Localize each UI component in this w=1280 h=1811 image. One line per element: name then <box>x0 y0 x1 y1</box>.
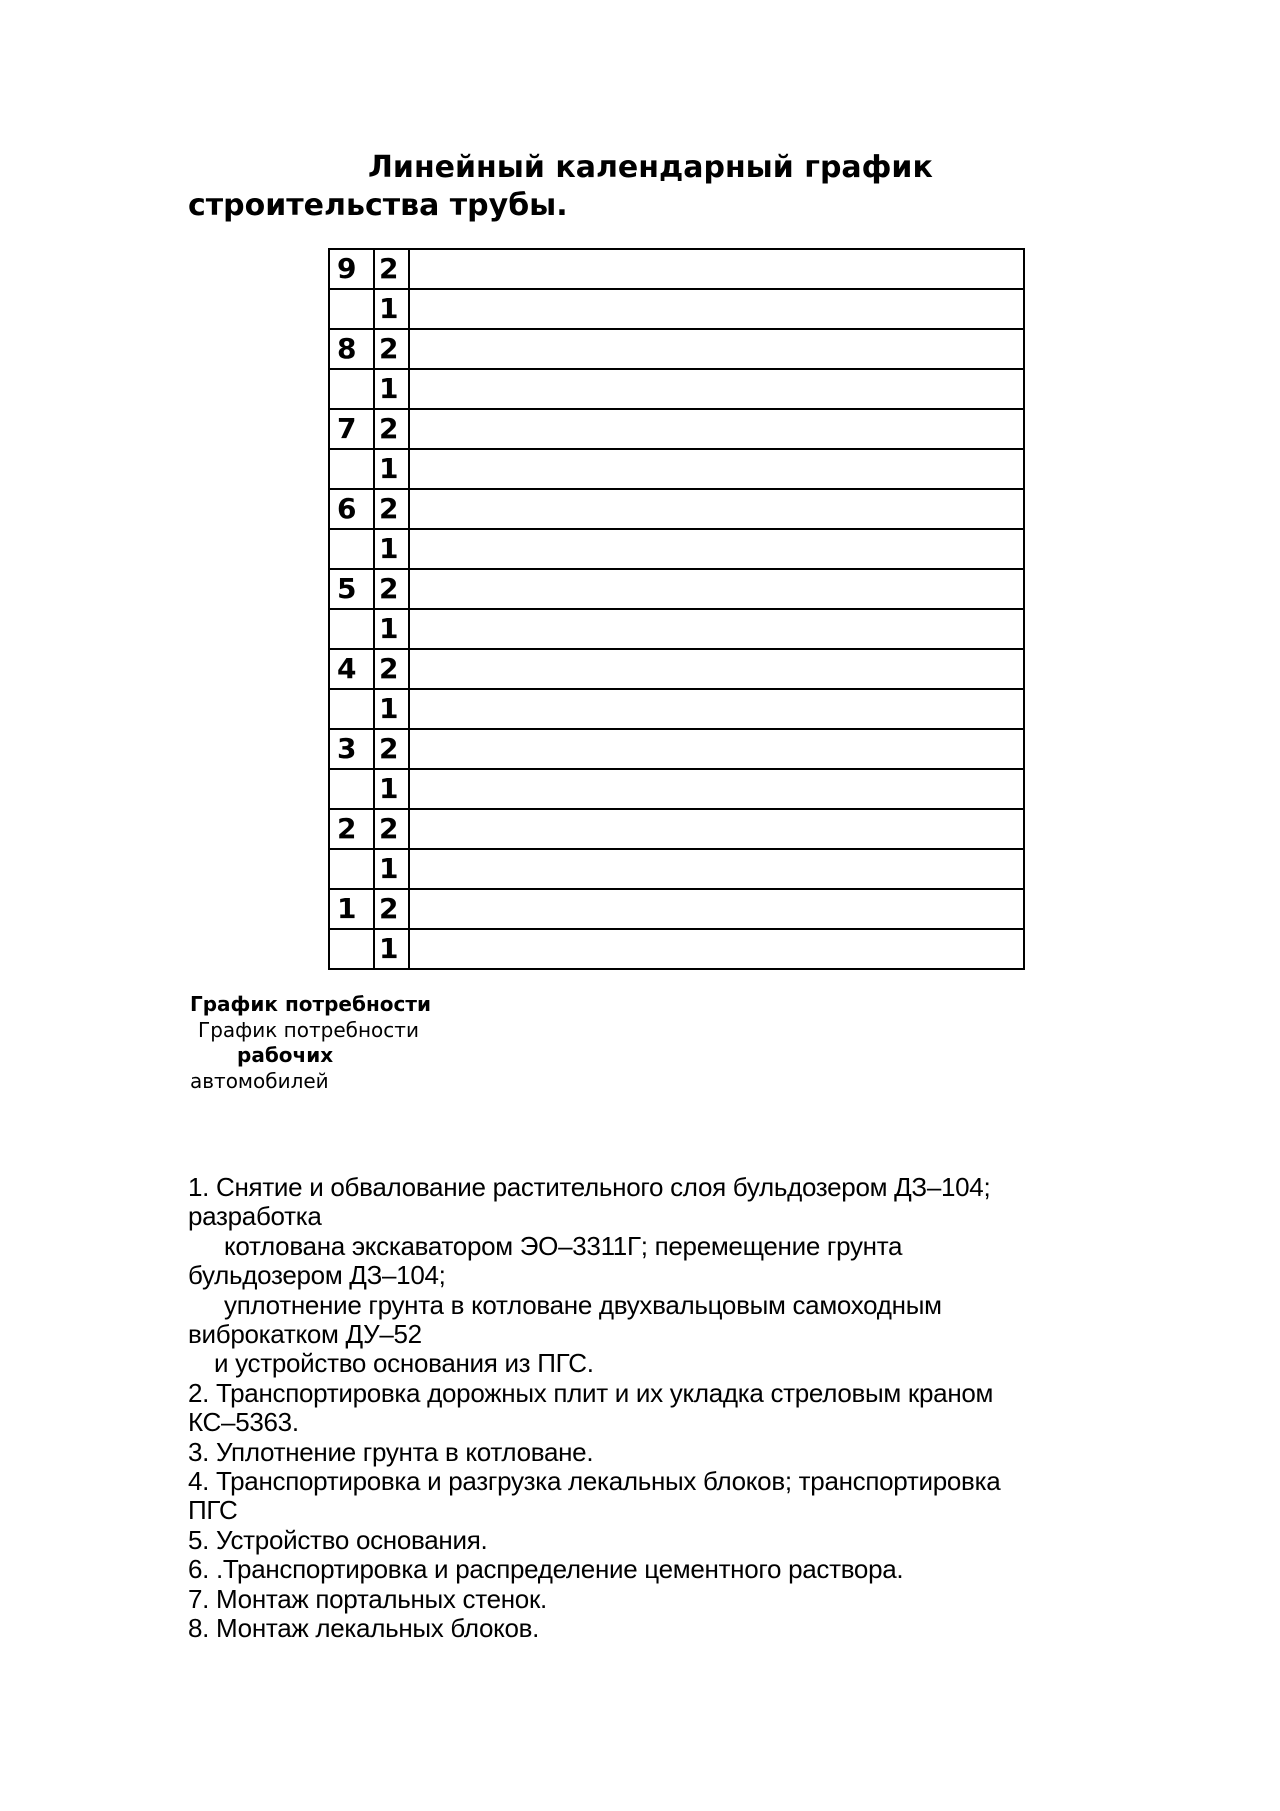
shift-cell: 1 <box>374 529 409 569</box>
bar-cell <box>409 649 1024 689</box>
shift-cell: 2 <box>374 569 409 609</box>
bar-cell <box>409 929 1024 969</box>
table-row <box>329 409 1024 449</box>
period-cell <box>329 449 374 489</box>
bar-cell <box>409 769 1024 809</box>
shift-cell: 1 <box>374 769 409 809</box>
legend-line: виброкатком ДУ–52 <box>188 1319 422 1350</box>
demand-caption-line: График потребности <box>190 992 431 1016</box>
period-cell <box>329 769 374 809</box>
table-row <box>329 609 1024 649</box>
table-row <box>329 449 1024 489</box>
period-cell: 5 <box>329 569 374 609</box>
title-line-1: Линейный календарный график <box>368 150 933 185</box>
demand-caption-line: График потребности <box>198 1017 419 1042</box>
table-row <box>329 529 1024 569</box>
period-cell <box>329 929 374 969</box>
bar-cell <box>409 249 1024 289</box>
legend-line: уплотнение грунта в котловане двухвальцовым самоходным <box>224 1289 942 1320</box>
table-row <box>329 889 1024 929</box>
table-row <box>329 849 1024 889</box>
bar-cell <box>409 849 1024 889</box>
shift-cell: 2 <box>374 649 409 689</box>
demand-caption-line: рабочих <box>237 1043 334 1067</box>
bar-cell <box>409 329 1024 369</box>
shift-cell: 2 <box>374 489 409 529</box>
table-row <box>329 369 1024 409</box>
period-cell <box>329 849 374 889</box>
bar-cell <box>409 609 1024 649</box>
shift-cell: 1 <box>374 369 409 409</box>
table-row <box>329 809 1024 849</box>
legend-line: 7. Монтаж портальных стенок. <box>188 1583 547 1614</box>
legend-line: бульдозером ДЗ–104; <box>188 1260 446 1291</box>
period-cell: 9 <box>329 249 374 289</box>
bar-cell <box>409 449 1024 489</box>
bar-cell <box>409 489 1024 529</box>
period-cell <box>329 529 374 569</box>
period-cell <box>329 369 374 409</box>
shift-cell: 2 <box>374 409 409 449</box>
shift-cell: 2 <box>374 249 409 289</box>
table-row <box>329 249 1024 289</box>
table-row <box>329 729 1024 769</box>
bar-cell <box>409 369 1024 409</box>
bar-cell <box>409 729 1024 769</box>
bar-cell <box>409 289 1024 329</box>
bar-cell <box>409 889 1024 929</box>
title-line-2: строительства трубы. <box>188 188 568 223</box>
table-row <box>329 329 1024 369</box>
shift-cell: 1 <box>374 609 409 649</box>
shift-cell: 1 <box>374 929 409 969</box>
period-cell: 4 <box>329 649 374 689</box>
demand-captions <box>190 992 431 1094</box>
shift-cell: 2 <box>374 889 409 929</box>
table-row <box>329 769 1024 809</box>
shift-cell: 2 <box>374 729 409 769</box>
legend-line: 2. Транспортировка дорожных плит и их укладка стреловым краном <box>188 1377 994 1408</box>
legend-line: КС–5363. <box>188 1407 299 1438</box>
legend-line: 1. Снятие и обвалование растительного слоя бульдозером ДЗ–104; <box>188 1172 991 1202</box>
bar-cell <box>409 409 1024 449</box>
legend-line: 5. Устройство основания. <box>188 1524 488 1555</box>
legend-line: котлована экскаватором ЭО–3311Г; перемещение грунта <box>224 1230 903 1261</box>
table-row <box>329 929 1024 969</box>
bar-cell <box>409 529 1024 569</box>
shift-cell: 1 <box>374 849 409 889</box>
shift-cell: 1 <box>374 289 409 329</box>
legend-line: ПГС <box>188 1495 238 1526</box>
shift-cell: 1 <box>374 689 409 729</box>
legend-line: и устройство основания из ПГС. <box>214 1348 594 1379</box>
shift-cell: 2 <box>374 809 409 849</box>
schedule-table <box>328 248 1025 970</box>
period-cell: 1 <box>329 889 374 929</box>
shift-cell: 2 <box>374 329 409 369</box>
bar-cell <box>409 689 1024 729</box>
works-legend <box>188 1173 1000 1644</box>
table-row <box>329 569 1024 609</box>
table-row <box>329 489 1024 529</box>
legend-line: 4. Транспортировка и разгрузка лекальных блоков; транспортировка <box>188 1466 1001 1497</box>
period-cell <box>329 609 374 649</box>
bar-cell <box>409 569 1024 609</box>
period-cell: 8 <box>329 329 374 369</box>
period-cell: 6 <box>329 489 374 529</box>
period-cell <box>329 289 374 329</box>
schedule-table-body <box>329 249 1024 969</box>
period-cell: 2 <box>329 809 374 849</box>
table-row <box>329 649 1024 689</box>
demand-caption-line: автомобилей <box>190 1068 329 1093</box>
bar-cell <box>409 809 1024 849</box>
table-row <box>329 289 1024 329</box>
legend-line: 6. .Транспортировка и распределение цементного раствора. <box>188 1554 904 1585</box>
document-title <box>188 149 933 225</box>
period-cell <box>329 689 374 729</box>
legend-line: 8. Монтаж лекальных блоков. <box>188 1613 540 1644</box>
period-cell: 7 <box>329 409 374 449</box>
legend-line: разработка <box>188 1201 322 1232</box>
shift-cell: 1 <box>374 449 409 489</box>
period-cell: 3 <box>329 729 374 769</box>
table-row <box>329 689 1024 729</box>
legend-line: 3. Уплотнение грунта в котловане. <box>188 1436 594 1467</box>
